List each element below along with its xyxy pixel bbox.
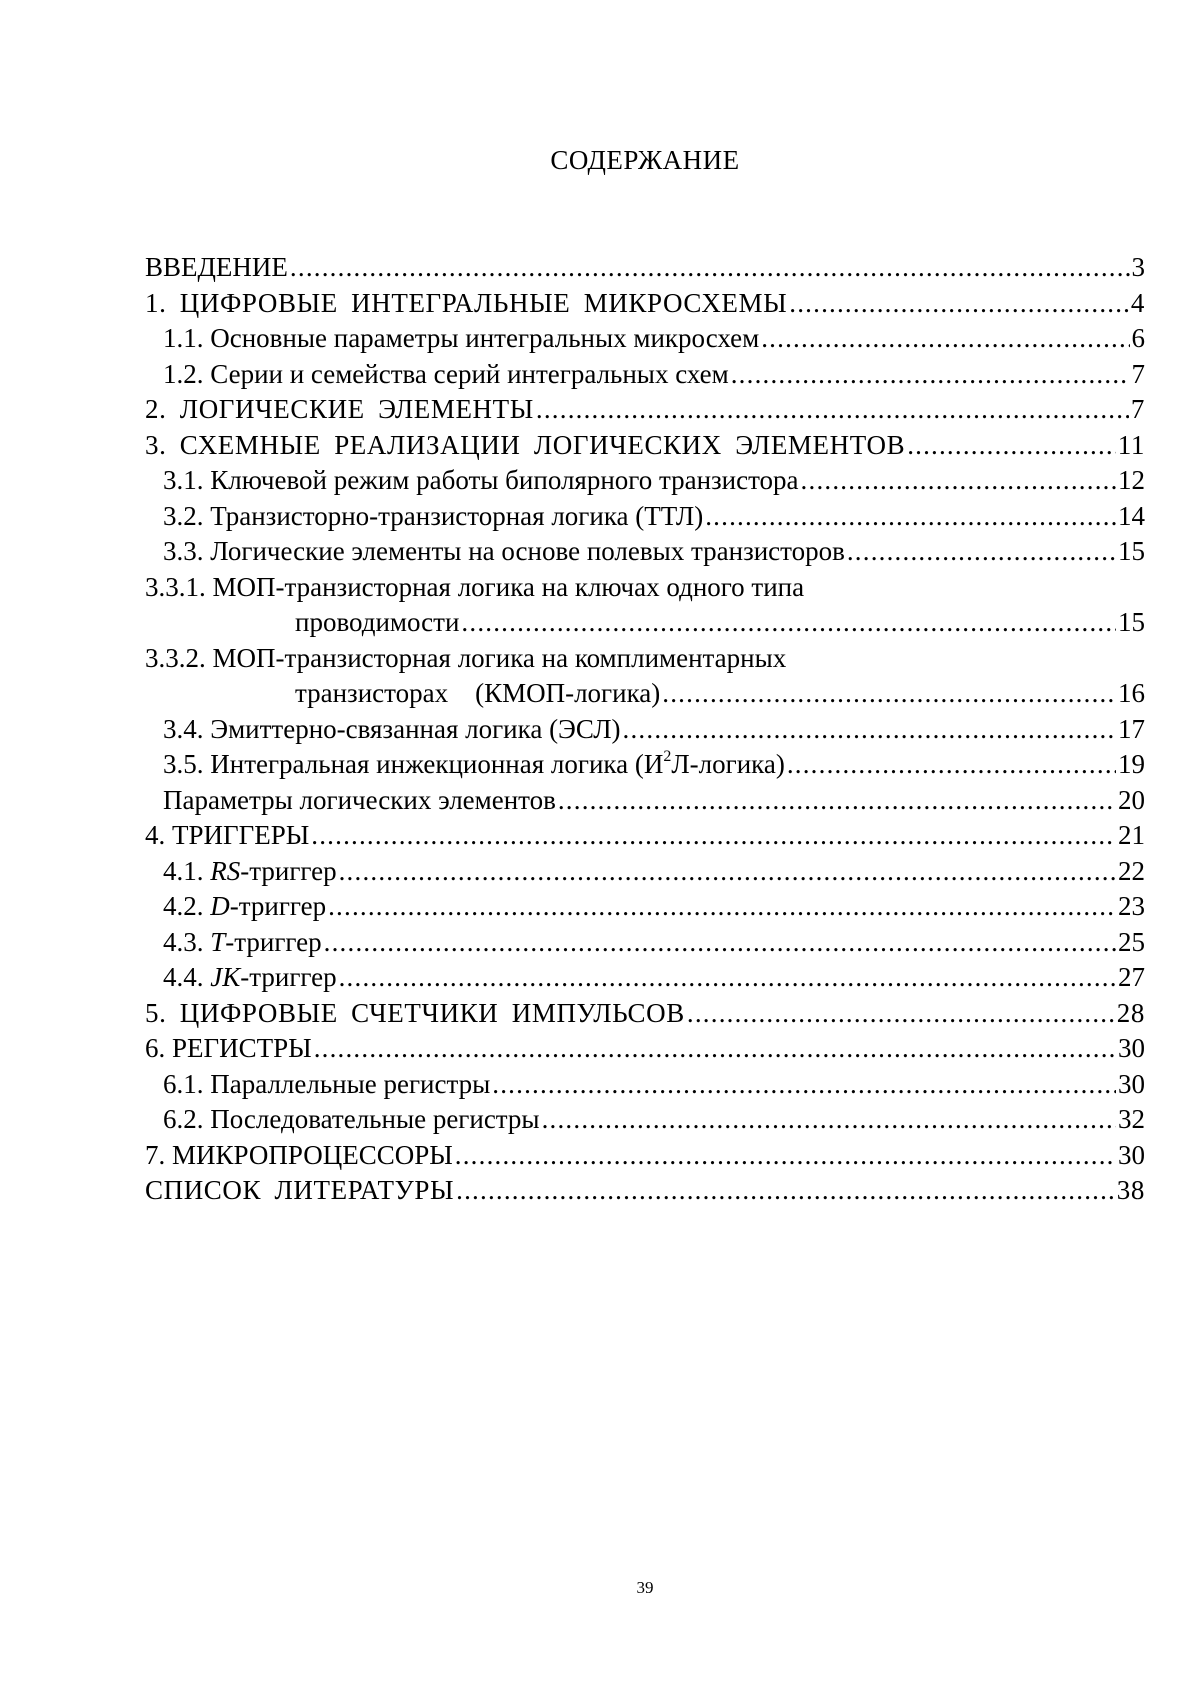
toc-entry-label-line1: 3.3.2. МОП-транзисторная логика на комплиментарных <box>145 642 787 673</box>
dot-leader <box>339 960 1116 996</box>
toc-entry-label-part: 4.3. <box>163 926 211 957</box>
dot-leader <box>787 747 1116 783</box>
toc-entry-page: 22 <box>1118 855 1145 886</box>
dot-leader <box>731 357 1130 393</box>
toc-entry-label-part: -триггер <box>240 855 337 886</box>
toc-entry-label-part: -триггер <box>225 926 322 957</box>
dot-leader <box>662 676 1116 712</box>
toc-entry-page: 16 <box>1118 678 1145 708</box>
superscript-two: 2 <box>663 748 672 765</box>
toc-entry-section-3-4[interactable] <box>145 712 1145 748</box>
dot-leader <box>456 1173 1115 1209</box>
toc-entry-page: 30 <box>1118 1033 1145 1063</box>
dot-leader <box>761 321 1129 357</box>
toc-entry-introduction[interactable] <box>145 250 1145 286</box>
toc-entry-label <box>163 854 337 890</box>
toc-entry-section-6-1[interactable] <box>145 1067 1145 1103</box>
page-title: СОДЕРЖАНИЕ <box>550 145 740 175</box>
toc-entry-label <box>163 925 322 961</box>
toc-entry-label-part: Л-логика) <box>671 749 785 779</box>
dot-leader <box>339 854 1116 890</box>
toc-entry-label: Параметры логических элементов <box>163 784 556 815</box>
dot-leader <box>847 534 1116 570</box>
toc-entry-page: 28 <box>1116 997 1145 1028</box>
toc-entry-chapter-3[interactable] <box>145 428 1145 464</box>
dot-leader <box>789 286 1129 322</box>
toc-entry-label: 4. ТРИГГЕРЫ <box>145 820 310 850</box>
toc-entry-label-line1: 3.3.1. МОП-транзисторная логика на ключах одного типа <box>145 571 805 602</box>
toc-entry-page: 17 <box>1118 713 1145 744</box>
toc-entry-label-italic: RS <box>210 855 241 886</box>
dot-leader <box>687 996 1115 1032</box>
toc-entry-label-italic: JK <box>210 962 241 992</box>
toc-entry-page: 12 <box>1118 465 1145 495</box>
toc-entry-label: СПИСОК ЛИТЕРАТУРЫ <box>145 1175 455 1205</box>
dot-leader <box>324 925 1116 961</box>
toc-entry-section-4-4[interactable] <box>145 960 1145 996</box>
dot-leader <box>461 605 1116 641</box>
toc-entry-label <box>163 747 785 783</box>
toc-entry-page: 3 <box>1131 252 1145 282</box>
toc-entry-page: 15 <box>1118 607 1145 637</box>
toc-entry-label: 3.3. Логические элементы на основе полевых транзисторов <box>163 536 845 566</box>
dot-leader <box>542 1102 1116 1138</box>
toc-entry-section-3-1[interactable] <box>145 463 1145 499</box>
toc-entry-label: 2. ЛОГИЧЕСКИЕ ЭЛЕМЕНТЫ <box>145 394 534 424</box>
toc-entry-chapter-1[interactable] <box>145 286 1145 322</box>
toc-entry-label <box>163 889 326 925</box>
toc-entry-section-3-5[interactable] <box>145 747 1145 783</box>
toc-entry-page: 4 <box>1130 287 1145 318</box>
toc-entry-label: 6.1. Параллельные регистры <box>163 1068 491 1099</box>
toc-entry-label-italic: T <box>210 926 226 957</box>
toc-entry-bibliography[interactable] <box>145 1173 1145 1209</box>
toc-entry-label: 3.4. Эмиттерно-связанная логика (ЭСЛ) <box>163 713 621 744</box>
toc-entry-label: 7. МИКРОПРОЦЕССОРЫ <box>145 1139 453 1170</box>
toc-entry-section-4-3[interactable] <box>145 925 1145 961</box>
dot-leader <box>311 818 1116 854</box>
dot-leader <box>623 712 1116 748</box>
toc-entry-label: 6.2. Последовательные регистры <box>163 1104 540 1134</box>
toc-entry-section-4-1[interactable] <box>145 854 1145 890</box>
toc-entry-section-6-2[interactable] <box>145 1102 1145 1138</box>
toc-entry-label: 5. ЦИФРОВЫЕ СЧЕТЧИКИ ИМПУЛЬСОВ <box>145 997 685 1028</box>
table-of-contents <box>145 250 1145 1209</box>
toc-entry-page: 27 <box>1118 962 1145 992</box>
toc-entry-section-3-3-1[interactable] <box>145 570 1145 641</box>
toc-entry-page: 30 <box>1118 1139 1145 1170</box>
toc-entry-label: 3.1. Ключевой режим работы биполярного транзистора <box>163 465 799 495</box>
toc-entry-chapter-4[interactable] <box>145 818 1145 854</box>
toc-entry-page: 19 <box>1118 749 1145 779</box>
toc-entry-logic-parameters[interactable] <box>145 783 1145 819</box>
toc-entry-section-3-3-2[interactable] <box>145 641 1145 712</box>
toc-entry-page: 32 <box>1118 1104 1145 1134</box>
toc-entry-label: ВВЕДЕНИЕ <box>145 252 288 282</box>
toc-entry-label: 1. ЦИФРОВЫЕ ИНТЕГРАЛЬНЫЕ МИКРОСХЕМЫ <box>145 287 788 318</box>
toc-entry-page: 7 <box>1130 394 1145 424</box>
toc-entry-section-3-3[interactable] <box>145 534 1145 570</box>
dot-leader <box>801 463 1116 499</box>
toc-entry-chapter-7[interactable] <box>145 1138 1145 1174</box>
toc-entry-label-part: -триггер <box>240 962 337 992</box>
toc-entry-chapter-5[interactable] <box>145 996 1145 1032</box>
toc-entry-label: 3. СХЕМНЫЕ РЕАЛИЗАЦИИ ЛОГИЧЕСКИХ ЭЛЕМЕНТОВ <box>145 429 906 460</box>
toc-entry-chapter-6[interactable] <box>145 1031 1145 1067</box>
toc-entry-label: 1.2. Серии и семейства серий интегральных схем <box>163 358 729 389</box>
toc-entry-section-1-1[interactable] <box>145 321 1145 357</box>
toc-entry-label: 6. РЕГИСТРЫ <box>145 1033 312 1063</box>
toc-entry-label: 3.2. Транзисторно-транзисторная логика (ТТЛ) <box>163 500 704 531</box>
toc-entry-page: 11 <box>1117 429 1145 460</box>
toc-entry-page: 6 <box>1131 323 1145 353</box>
toc-entry-page: 25 <box>1118 926 1145 957</box>
toc-entry-label-line2: проводимости <box>295 607 460 637</box>
toc-entry-page: 20 <box>1118 784 1145 815</box>
toc-entry-section-4-2[interactable] <box>145 889 1145 925</box>
toc-entry-page: 14 <box>1118 500 1145 531</box>
dot-leader <box>907 428 1116 464</box>
toc-entry-section-1-2[interactable] <box>145 357 1145 393</box>
toc-entry-page: 15 <box>1118 536 1145 566</box>
dot-leader <box>558 783 1116 819</box>
toc-entry-page: 23 <box>1118 891 1145 921</box>
toc-entry-label-part: 3.5. Интегральная инжекционная логика (И <box>163 749 664 779</box>
toc-entry-label-part: 4.2. <box>163 891 211 921</box>
toc-entry-label-line2: транзисторах (КМОП-логика) <box>295 678 661 708</box>
dot-leader <box>455 1138 1116 1174</box>
toc-entry-label: 1.1. Основные параметры интегральных микросхем <box>163 323 760 353</box>
dot-leader <box>705 499 1116 535</box>
toc-entry-chapter-2[interactable] <box>145 392 1145 428</box>
page-number: 39 <box>636 1578 654 1597</box>
toc-entry-page: 21 <box>1118 820 1145 850</box>
toc-entry-page: 30 <box>1118 1068 1145 1099</box>
toc-entry-section-3-2[interactable] <box>145 499 1145 535</box>
toc-entry-page: 38 <box>1116 1175 1145 1205</box>
toc-entry-label-part: -триггер <box>229 891 327 921</box>
toc-entry-page: 7 <box>1131 358 1145 389</box>
dot-leader <box>492 1067 1116 1103</box>
toc-entry-label-italic: D <box>210 891 230 921</box>
dot-leader <box>290 250 1130 286</box>
dot-leader <box>536 392 1129 428</box>
toc-entry-label-part: 4.1. <box>163 855 211 886</box>
toc-entry-label-part: 4.4. <box>163 962 211 992</box>
toc-entry-label <box>163 960 337 996</box>
dot-leader <box>328 889 1116 925</box>
dot-leader <box>314 1031 1116 1067</box>
